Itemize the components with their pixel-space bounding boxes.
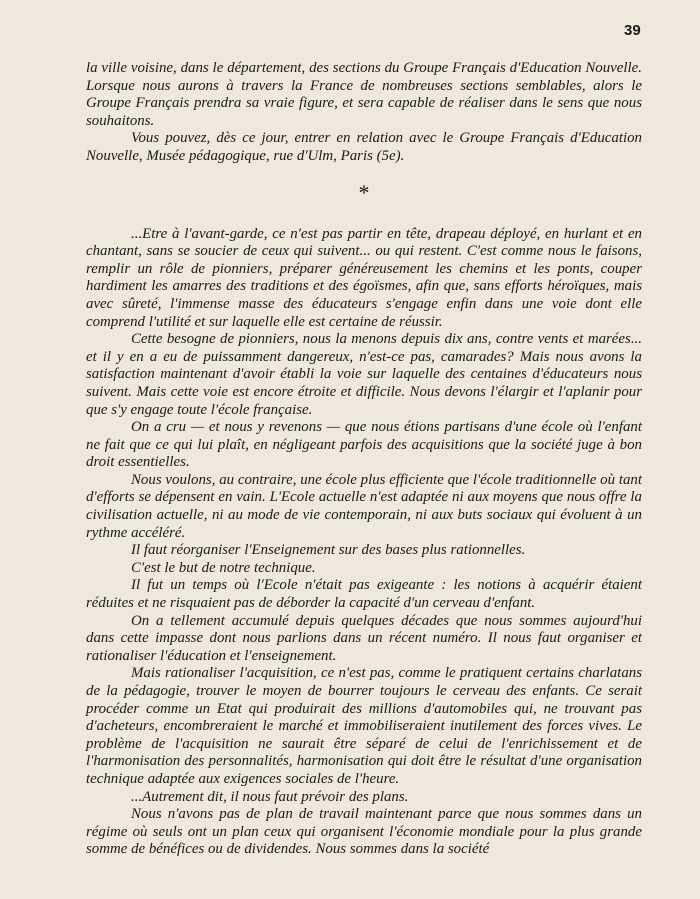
paragraph: ...Etre à l'avant-garde, ce n'est pas partir en tête, drapeau déployé, en hurlant et en chantant, sans se soucier de ceux qui suivent... ou qui restent. C'est comme nous le faisons, remplir un rôle de pionniers, préparer généreusement les chemins et les ponts, couper hardiment les amarres des traditions et des égoïsmes, afin que, sans efforts héroïques, mais avec sûreté, l'immense masse des éducateurs s'engage enfin dans une voie dont elle comprend l'utilité et sur laquelle elle est certaine de réussir. (86, 225, 642, 330)
page-body (86, 60, 642, 859)
paragraph: On a cru — et nous y revenons — que nous étions partisans d'une école où l'enfant ne fait que ce qui lui plaît, en négligeant parfois des acquisitions que la société juge à bon droit essentielles. (86, 419, 642, 471)
paragraph: Cette besogne de pionniers, nous la menons depuis dix ans, contre vents et marées... et il y en a eu de puissamment dangereux, n'est-ce pas, camarades? Mais nous avons la satisfaction maintenant d'avoir établi la voie sur laquelle des centaines d'éducateurs nous suivent. Mais cette voie est encore étroite et difficile. Nous devons l'élargir et l'aplanir pour que s'y engage toute l'école française. (86, 331, 642, 418)
paragraph: Il faut réorganiser l'Enseignement sur des bases plus rationnelles. (131, 542, 526, 559)
section-intro (86, 60, 642, 166)
paragraph: la ville voisine, dans le département, des sections du Groupe Français d'Education Nouvelle. Lorsque nous aurons à travers la France de nombreuses sections semblables, alors le Groupe Français prendra sa vraie figure, et sera capable de réaliser dans le sens que nous souhaitons. (86, 60, 642, 129)
paragraph: C'est le but de notre technique. (131, 559, 316, 576)
paragraph: Vous pouvez, dès ce jour, entrer en relation avec le Groupe Français d'Education Nouvelle, Musée pédagogique, rue d'Ulm, Paris (5e). (86, 130, 642, 164)
paragraph: Mais rationaliser l'acquisition, ce n'est pas, comme le pratiquent certains charlatans de la pédagogie, trouver le moyen de bourrer toujours le cerveau des enfants. Ce serait procéder comme un Etat qui produirait des millions d'automobiles qui, ne trouvant pas d'acheteurs, encombreraient le marché et immobiliseraient inutilement des forces vives. Le problème de l'acquisition ne saurait être séparé de celui de l'enrichissement et de l'harmonisation des personnalités, harmonisation qui doit être le résultat d'une organisation technique adaptée aux exigences sociales de l'heure. (86, 665, 642, 787)
paragraph: ...Autrement dit, il nous faut prévoir des plans. (131, 788, 409, 805)
paragraph: Nous n'avons pas de plan de travail maintenant parce que nous sommes dans un régime où seuls ont un plan ceux qui organisent l'économie mondiale pour la plus grande somme de bénéfices ou de dividendes. Nous sommes dans la société (86, 806, 642, 858)
paragraph: Nous voulons, au contraire, une école plus efficiente que l'école traditionnelle où tant d'efforts se dépensent en vain. L'Ecole actuelle n'est adaptée ni aux moyens que nous offre la civilisation actuelle, ni au mode de vie contemporain, ni aux buts sociaux qui évoluent à un rythme accéléré. (86, 471, 642, 541)
section-main (86, 226, 642, 859)
page-number: 39 (624, 22, 641, 39)
paragraph: Il fut un temps où l'Ecole n'était pas exigeante : les notions à acquérir étaient réduites et ne risquaient pas de déborder la capacité d'un cerveau d'enfant. (86, 577, 642, 612)
paragraph: On a tellement accumulé depuis quelques décades que nous sommes aujourd'hui dans cette impasse dont nous parlions dans un récent numéro. Il nous faut organiser et rationaliser l'éducation et l'enseignement. (86, 612, 642, 664)
asterisk-separator: * (358, 179, 370, 205)
